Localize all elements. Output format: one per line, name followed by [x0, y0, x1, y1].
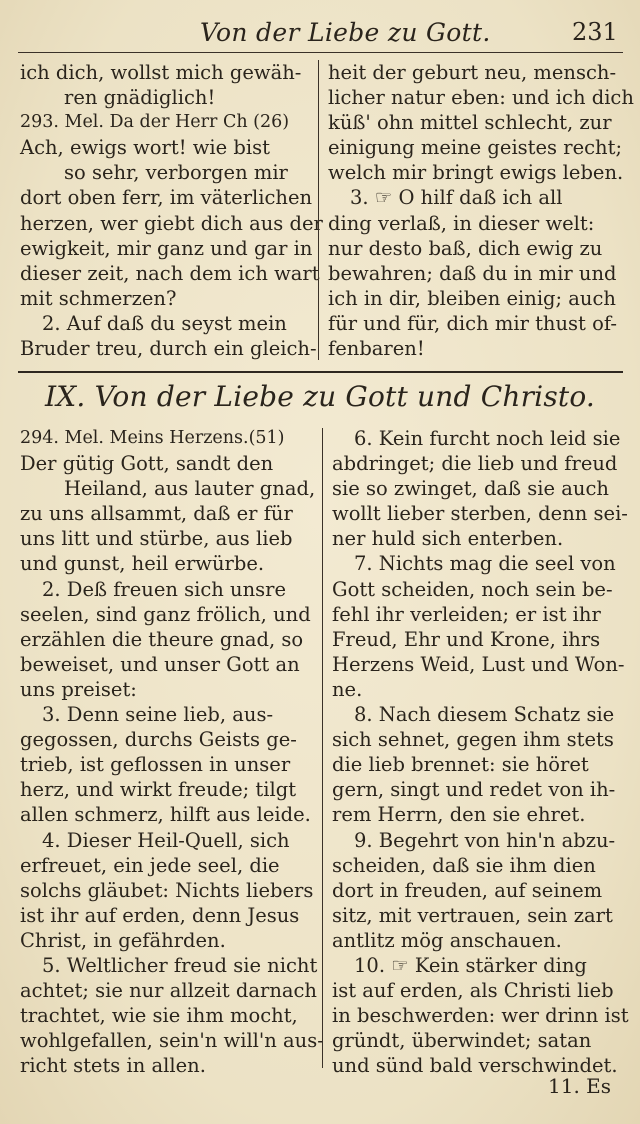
- bottom-right-column: [332, 426, 629, 1078]
- text-line: Herzens Weid, Lust und Won-: [332, 652, 625, 676]
- text-line: trachtet, wie sie ihm mocht,: [20, 1004, 298, 1028]
- text-line: 9. Begehrt von hin'n abzu-: [354, 828, 616, 852]
- text-line: für und für, dich mir thust of-: [328, 311, 617, 335]
- text-line: achtet; sie nur allzeit darnach: [20, 979, 317, 1003]
- running-head: [0, 14, 640, 54]
- head-rule: [18, 52, 623, 53]
- text-line: trieb, ist geflossen in unser: [20, 753, 291, 777]
- text-line: nur desto baß, dich ewig zu: [328, 236, 603, 260]
- page-number: 231: [572, 18, 618, 46]
- text-line: 4. Dieser Heil-Quell, sich: [42, 828, 290, 852]
- text-line: fenbaren!: [328, 337, 425, 361]
- text-line: dort in freuden, auf seinem: [332, 878, 603, 902]
- text-line: ren gnädiglich!: [64, 86, 216, 110]
- text-line: rem Herrn, den sie ehret.: [332, 803, 586, 827]
- text-line: gegossen, durchs Geists ge-: [20, 728, 297, 752]
- text-line: ding verlaß, in dieser welt:: [328, 211, 595, 235]
- text-line: ist ihr auf erden, denn Jesus: [20, 903, 300, 927]
- text-line: und gunst, heil erwürbe.: [20, 552, 265, 576]
- text-line: 3. ☞ O hilf daß ich all: [350, 186, 563, 210]
- text-line: 7. Nichts mag die seel von: [354, 552, 616, 576]
- text-line: ich dich, wollst mich gewäh-: [20, 61, 302, 84]
- text-line: sie so zwinget, daß sie auch: [332, 477, 609, 501]
- section-heading: IX. Von der Liebe zu Gott und Christo.: [44, 380, 596, 413]
- hymn-reference: 294. Mel. Meins Herzens.(51): [20, 428, 285, 448]
- text-line: dieser zeit, nach dem ich wart: [20, 261, 320, 285]
- text-line: und sünd bald verschwindet.: [332, 1054, 618, 1078]
- text-line: welch mir bringt ewigs leben.: [328, 161, 624, 185]
- catchword: 11. Es: [548, 1074, 612, 1098]
- text-line: Freud, Ehr und Krone, ihrs: [332, 627, 601, 651]
- text-line: Bruder treu, durch ein gleich-: [20, 337, 317, 361]
- text-line: richt stets in allen.: [20, 1054, 206, 1078]
- text-line: uns litt und stürbe, aus lieb: [20, 527, 293, 551]
- text-line: einigung meine geistes recht;: [328, 136, 623, 160]
- text-line: herz, und wirkt freude; tilgt: [20, 778, 297, 802]
- text-line: 2. Auf daß du seyst mein: [42, 311, 287, 335]
- text-line: sitz, mit vertrauen, sein zart: [332, 903, 613, 927]
- text-line: bewahren; daß du in mir und: [328, 261, 617, 285]
- text-line: wollt lieber sterben, denn sei-: [332, 502, 628, 526]
- text-line: uns preiset:: [20, 677, 137, 701]
- text-line: Ach, ewigs wort! wie bist: [20, 136, 270, 160]
- column-divider: [322, 428, 323, 1068]
- text-line: ewigkeit, mir ganz und gar in: [20, 236, 313, 260]
- text-line: wohlgefallen, sein'n will'n aus-: [20, 1029, 324, 1053]
- top-left-column: [20, 60, 323, 361]
- section-rule: [18, 371, 623, 373]
- text-line: ist auf erden, als Christi lieb: [332, 979, 614, 1003]
- text-line: Der gütig Gott, sandt den: [20, 452, 274, 476]
- top-right-column: [328, 60, 634, 361]
- text-line: in beschwerden: wer drinn ist: [332, 1004, 629, 1028]
- text-line: dort oben ferr, im väterlichen: [20, 186, 313, 210]
- text-line: mit schmerzen?: [20, 286, 177, 310]
- text-line: die lieb brennet: sie höret: [332, 753, 589, 777]
- text-line: ner huld sich enterben.: [332, 527, 564, 551]
- text-line: fehl ihr verleiden; er ist ihr: [332, 602, 601, 626]
- text-line: küß' ohn mittel schlecht, zur: [328, 111, 612, 135]
- text-line: 5. Weltlicher freud sie nicht: [42, 953, 318, 977]
- text-line: 10. ☞ Kein stärker ding: [354, 953, 587, 977]
- text-line: ne.: [332, 677, 363, 701]
- running-title: Von der Liebe zu Gott.: [200, 18, 491, 47]
- text-line: Gott scheiden, noch sein be-: [332, 577, 613, 601]
- text-line: gründt, überwindet; satan: [332, 1029, 592, 1053]
- text-line: 6. Kein furcht noch leid sie: [354, 427, 621, 450]
- text-line: Christ, in gefährden.: [20, 928, 226, 952]
- text-line: sich sehnet, gegen ihm stets: [332, 728, 614, 752]
- text-line: so sehr, verborgen mir: [64, 161, 288, 185]
- text-line: solchs gläubet: Nichts liebers: [20, 878, 314, 902]
- text-line: zu uns allsammt, daß er für: [20, 502, 293, 526]
- text-line: antlitz mög anschauen.: [332, 928, 562, 952]
- text-line: 2. Deß freuen sich unsre: [42, 577, 287, 601]
- text-line: allen schmerz, hilft aus leide.: [20, 803, 311, 827]
- text-line: beweiset, und unser Gott an: [20, 652, 300, 676]
- text-line: gern, singt und redet von ih-: [332, 778, 616, 802]
- bottom-left-column: [20, 426, 324, 1078]
- text-line: erzählen die theure gnad, so: [20, 627, 304, 651]
- text-line: Heiland, aus lauter gnad,: [64, 477, 316, 501]
- text-line: ich in dir, bleiben einig; auch: [328, 286, 616, 310]
- text-line: heit der geburt neu, mensch-: [328, 61, 617, 84]
- text-line: erfreuet, ein jede seel, die: [20, 853, 280, 877]
- text-line: licher natur eben: und ich dich: [328, 86, 634, 110]
- column-divider: [318, 60, 319, 360]
- text-line: scheiden, daß sie ihm dien: [332, 853, 596, 877]
- text-line: herzen, wer giebt dich aus der: [20, 211, 323, 235]
- text-line: seelen, sind ganz frölich, und: [20, 602, 311, 626]
- text-line: 8. Nach diesem Schatz sie: [354, 703, 615, 727]
- text-line: 3. Denn seine lieb, aus-: [42, 703, 274, 727]
- text-line: abdringet; die lieb und freud: [332, 452, 618, 476]
- hymn-reference: 293. Mel. Da der Herr Ch (26): [20, 112, 290, 133]
